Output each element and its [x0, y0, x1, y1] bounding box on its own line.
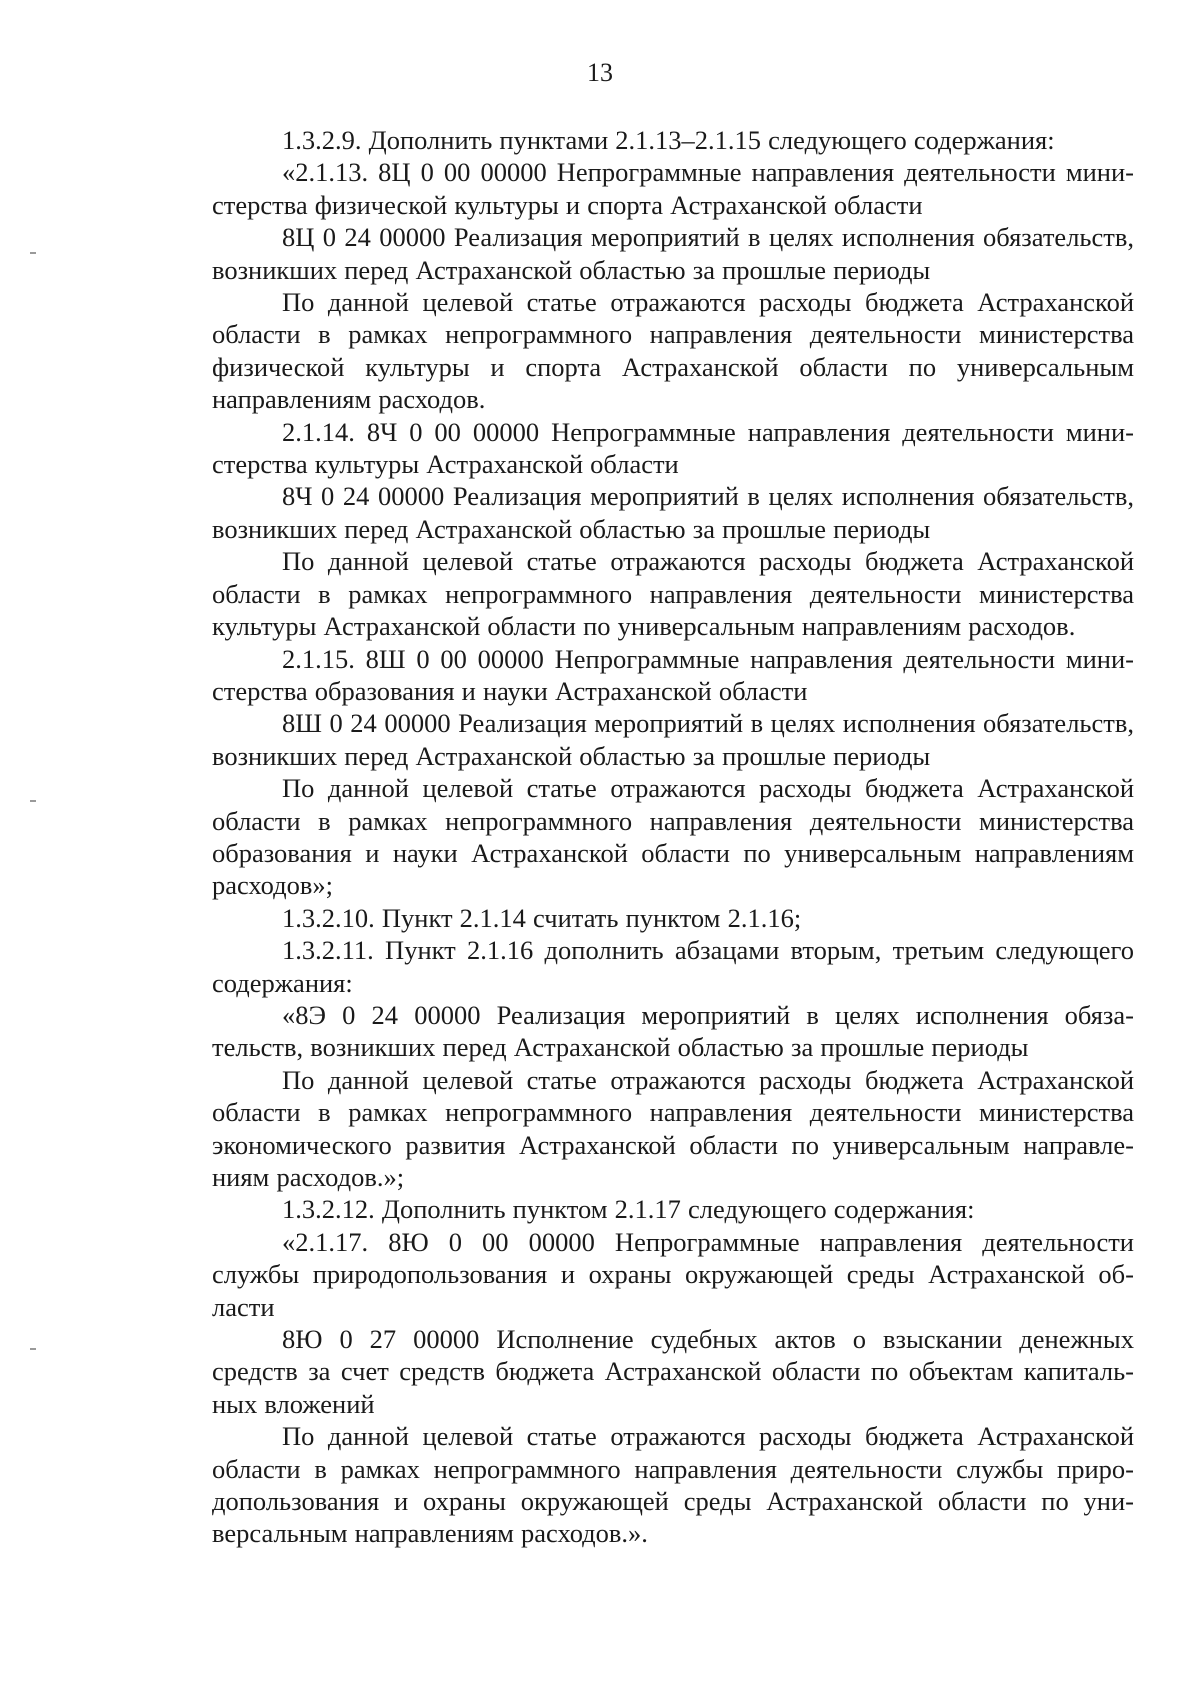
- paragraph: 8Ш 0 24 00000 Реализация мероприятий в целях исполнения обязательств, возникших перед Астраханской областью за прошлые периоды: [212, 708, 1134, 771]
- paragraph: 1.3.2.12. Дополнить пунктом 2.1.17 следующего содержания:: [282, 1194, 975, 1225]
- paragraph: «2.1.13. 8Ц 0 00 00000 Непрограммные направления деятельности министерства физической культуры и спорта Астраханской области: [212, 157, 1134, 220]
- paragraph: «2.1.17. 8Ю 0 00 00000 Непрограммные направления деятельности службы природопользования и охраны окружающей среды Астраханской области: [212, 1226, 1134, 1322]
- paragraph: По данной целевой статье отражаются расходы бюджета Астраханской области в рамках непрограммного направления деятельности службы природопользования и охраны окружающей среды Астраханской области по универсальным направлениям расходов.».: [212, 1421, 1134, 1549]
- paragraph: 8Ц 0 24 00000 Реализация мероприятий в целях исполнения обязательств, возникших перед Астраханской областью за прошлые периоды: [212, 222, 1134, 285]
- paragraph: «8Э 0 24 00000 Реализация мероприятий в целях исполнения обязательств, возникших перед Астраханской областью за прошлые периоды: [212, 999, 1134, 1063]
- paragraph: По данной целевой статье отражаются расходы бюджета Астраханской области в рамках непрограммного направления деятельности министерства экономического развития Астраханской области по универсальным направлениям расходов.»;: [212, 1064, 1134, 1192]
- paragraph: 2.1.15. 8Ш 0 00 00000 Непрограммные направления деятельности министерства образования и науки Астраханской области: [212, 643, 1134, 706]
- paragraph: 2.1.14. 8Ч 0 00 00000 Непрограммные направления деятельности министерства культуры Астраханской области: [212, 416, 1134, 480]
- paragraph: 1.3.2.10. Пункт 2.1.14 считать пунктом 2.1.16;: [282, 902, 802, 933]
- scan-artifact: [30, 800, 36, 802]
- document-body: [212, 124, 1134, 1550]
- paragraph: 1.3.2.9. Дополнить пунктами 2.1.13–2.1.15 следующего содержания:: [282, 125, 1055, 155]
- paragraph: 1.3.2.11. Пункт 2.1.16 дополнить абзацами вторым, третьим следующего содержания:: [212, 935, 1134, 998]
- scan-artifact: [30, 1348, 36, 1350]
- paragraph: По данной целевой статье отражаются расходы бюджета Астраханской области в рамках непрограммного направления деятельности министерства культуры Астраханской области по универсальным направлениям расходов.: [212, 546, 1134, 642]
- scan-artifact: [30, 252, 36, 254]
- paragraph: 8Ч 0 24 00000 Реализация мероприятий в целях исполнения обязательств, возникших перед Астраханской областью за прошлые периоды: [212, 481, 1134, 544]
- page-number: 13: [587, 58, 613, 87]
- paragraph: По данной целевой статье отражаются расходы бюджета Астраханской области в рамках непрограммного направления деятельности министерства образования и науки Астраханской области по универсальным направлениям расходов»;: [212, 773, 1134, 901]
- paragraph: 8Ю 0 27 00000 Исполнение судебных актов о взыскании денежных средств за счет средств бюджета Астраханской области по объектам капитальных вложений: [212, 1324, 1134, 1419]
- paragraph: По данной целевой статье отражаются расходы бюджета Астраханской области в рамках непрограммного направления деятельности министерства физической культуры и спорта Астраханской области по универсальным направлениям расходов.: [212, 287, 1134, 415]
